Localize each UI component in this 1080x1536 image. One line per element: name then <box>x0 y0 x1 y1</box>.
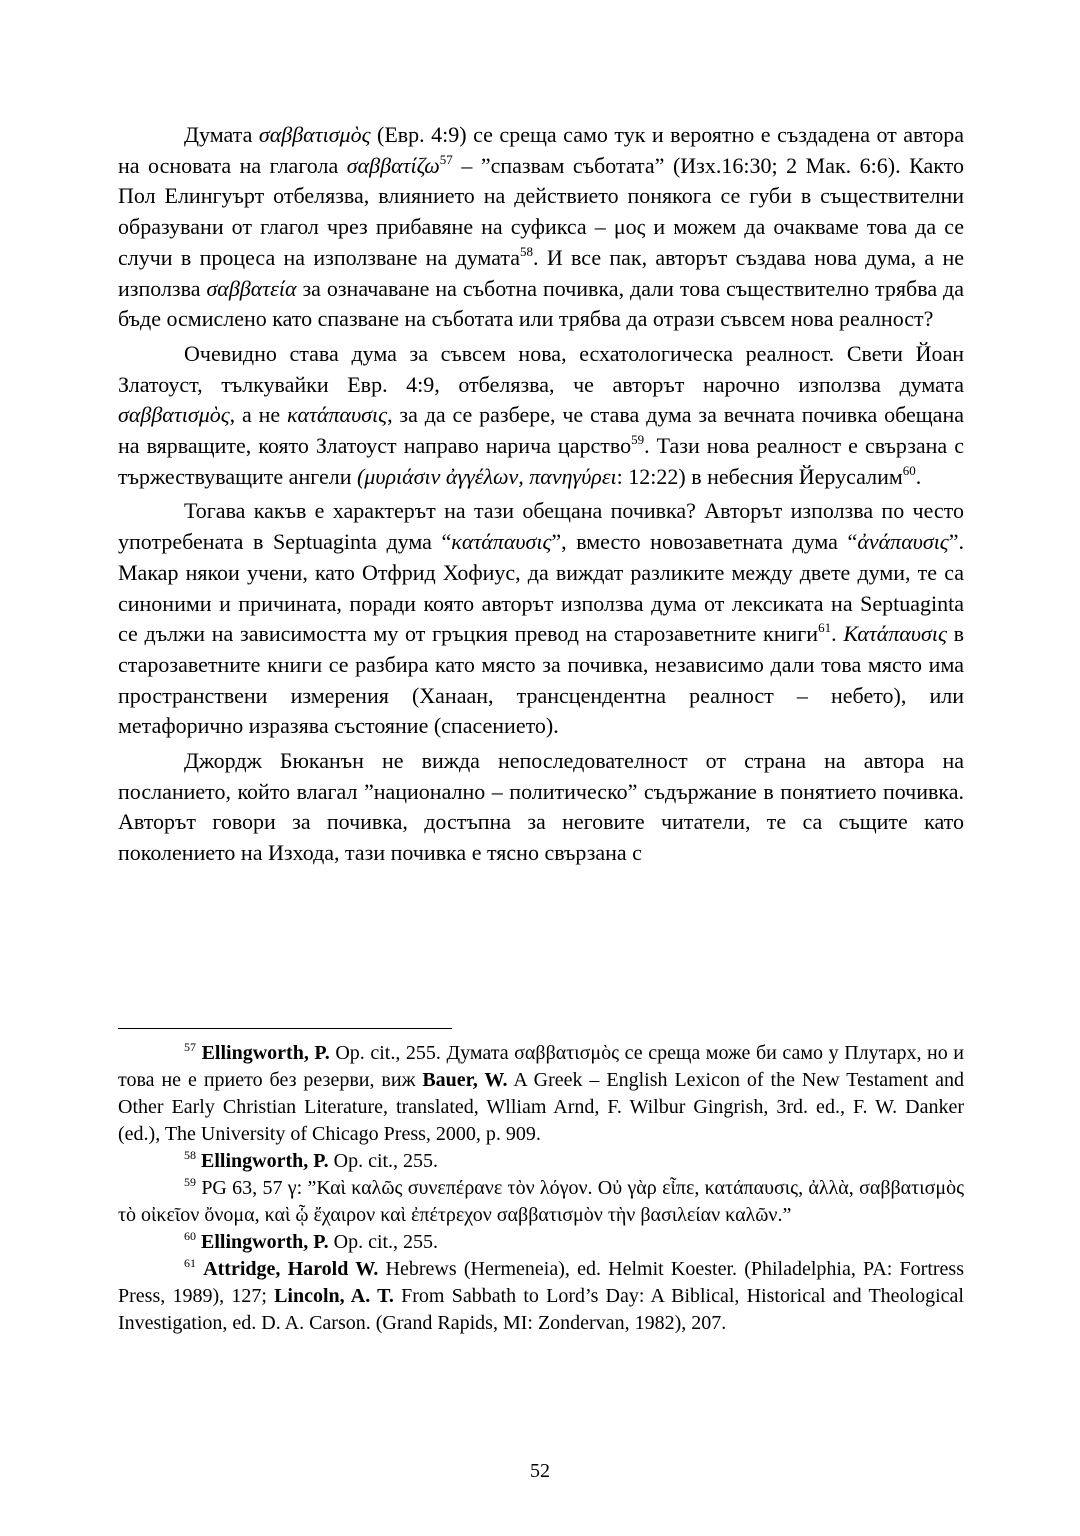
footnote-number: 57 <box>184 1040 196 1054</box>
paragraph-3: Тогава какъв е характерът на тази обещана почивка? Авторът използва по често употребената в Septuaginta дума “κατάπαυσις”, вместо новозаветната дума “ἀνάπαυσις”. Макар някои учени, като Отфрид Хофиус, да виждат разликите между двете думи, те са синоними и причината, поради която авторът използва дума от лексиката на Septuaginta се дължи на зависимостта му от гръцкия превод на старозаветните книги$^{61}$. Κατάπαυσις в старозаветните книги се разбира като място за почивка, независимо дали това място има пространствени измерения (Ханаан, трансцендентна реалност – небето), или метафорично изразява състояние (спасението). <box>118 498 965 739</box>
paragraph-1: Думата σαββατισμὸς (Евр. 4:9) се среща само тук и вероятно е създадена от автора на основата на глагола σαββατίζω$^{57}$ – ”спазвам съботата” (Изх.16:30; 2 Мак. 6:6). Както Пол Елингуърт отбелязва, влиянието на действието понякога се губи в съществителни образувани от глагол чрез прибавяне на суфикса – μος и можем да очакваме това да се случи в процеса на използване на думата$^{58}$. И все пак, авторът създава нова дума, а не използва σαββατεία за означаване на съботна почивка, дали това съществително трябва да бъде осмислено като спазване на съботата или трябва да отрази съвсем нова реалност? <box>118 122 964 332</box>
main-text <box>118 120 964 869</box>
paragraph-2: Очевидно става дума за съвсем нова, есхатологическа реалност. Свети Йоан Златоуст, тълкувайки Евр. 4:9, отбелязва, че авторът нарочно използва думата σαββατισμὸς, а не κατάπαυσις, за да се разбере, че става дума за вечната почивка обещана на вярващите, която Златоуст направо нарича царство$^{59}$. Тази нова реалност е свързана с тържествуващите ангели (μυριάσιν ἀγγέλων, πανηγύρει: 12:22) в небесния Йерусалим$^{60}$. <box>118 340 964 489</box>
greek-term: ἀνάπαυσις <box>857 529 949 555</box>
footnote-number: 60 <box>184 1229 196 1243</box>
greek-term: σαββατισμὸς <box>118 402 230 428</box>
greek-term: (μυριάσιν ἀγγέλων, πανηγύρει <box>356 463 617 489</box>
footnote-57: $^{57}$ Ellingworth, P. Op. cit., 255. Думата σαββατισμὸς се среща може би само у Плутарх, но и това не е прието без резерви, виж Bauer, W. A Greek – English Lexicon of the New Testament and Other Early Christian Literature, translated, Wlliam Arnd, F. Wilbur Gingrish, 3rd. ed., F. W. Danker (ed.), The University of Chicago Press, 2000, p. 909. <box>118 1040 965 1145</box>
author-name: Ellingworth, P. <box>201 1150 329 1172</box>
author-name: Ellingworth, P. <box>201 1231 329 1253</box>
author-name: Lincoln, A. T. <box>274 1285 394 1307</box>
author-name: Attridge, Harold W. <box>203 1258 379 1280</box>
greek-term: κατάπαυσις <box>451 529 552 555</box>
footnote-60: $^{60}$ Ellingworth, P. Op. cit., 255. <box>184 1229 439 1253</box>
footnote-58: $^{58}$ Ellingworth, P. Op. cit., 255. <box>184 1148 439 1172</box>
footnote-ref-60[interactable]: 60 <box>902 462 916 478</box>
footnote-59: $^{59}$ PG 63, 57 γ: ”Καὶ καλῶς συνεπέρανε τὸν λόγον. Οὐ γὰρ εἶπε, κατάπαυσις, ἀλλὰ, σαββατισμὸς τὸ οἰκεῖον ὄνομα, καὶ ᾧ ἔχαιρον καὶ ἐπέτρεχον σαββατισμὸν τὴν βασιλείαν καλῶν.” <box>118 1175 964 1226</box>
footnote-number: 58 <box>184 1148 196 1162</box>
page-number: 52 <box>530 1460 550 1482</box>
footnote-number: 59 <box>184 1175 196 1189</box>
footnote-ref-61[interactable]: 61 <box>818 620 832 636</box>
footnote-number: 61 <box>184 1256 196 1270</box>
greek-term: Κατάπαυσις <box>843 621 947 647</box>
footnote-ref-58[interactable]: 58 <box>520 243 534 259</box>
author-name: Ellingworth, P. <box>201 1042 330 1064</box>
greek-term: σαββατίζω <box>346 152 440 178</box>
footnotes <box>118 1040 964 1337</box>
greek-term: σαββατεία <box>206 275 297 301</box>
footnote-61: $^{61}$ Attridge, Harold W. Hebrews (Hermeneia), ed. Helmit Koester. (Philadelphia, PA: Fortress Press, 1989), 127; Lincoln, A. T. From Sabbath to Lord’s Day: A Biblical, Historical and Theological Investigation, ed. D. A. Carson. (Grand Rapids, MI: Zondervan, 1982), 207. <box>118 1256 964 1334</box>
paragraph-4: Джордж Бюканън не вижда непоследователност от страна на автора на посланието, който влагал ”национално – политическо” съдържание в понятието почивка. Авторът говори за почивка, достъпна за неговите читатели, те са същите като поколението на Изхода, тази почивка е тясно свързана с <box>118 748 964 866</box>
greek-term: σαββατισμὸς <box>258 122 371 147</box>
greek-term: κατάπαυσις <box>286 402 388 428</box>
footnote-ref-57[interactable]: 57 <box>439 151 453 167</box>
footnote-divider <box>118 1028 452 1029</box>
footnote-ref-59[interactable]: 59 <box>631 432 645 448</box>
author-name: Bauer, W. <box>422 1069 508 1091</box>
